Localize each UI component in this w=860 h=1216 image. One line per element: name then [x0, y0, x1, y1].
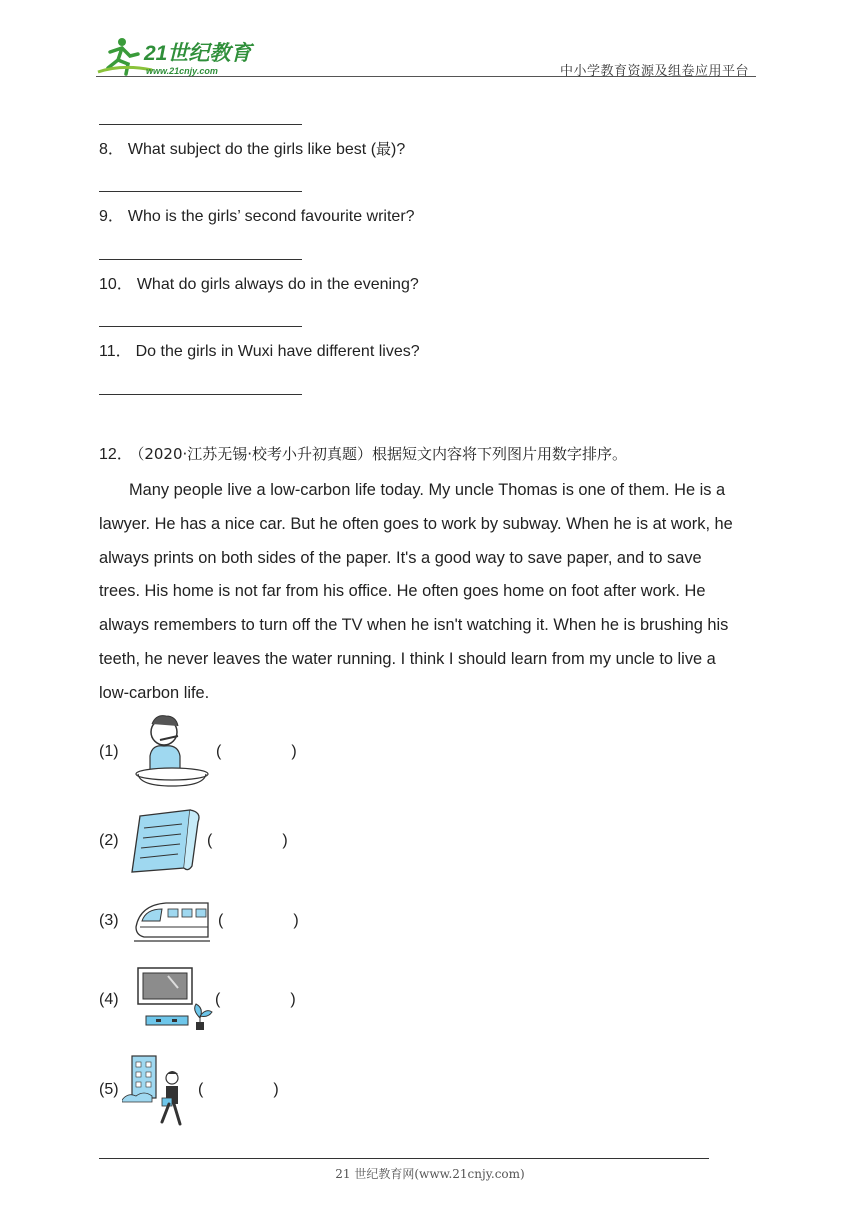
question-instruction: （2020·江苏无锡·校考小升初真题）根据短文内容将下列图片用数字排序。 [136, 445, 628, 463]
answer-blank[interactable]: ( ) [218, 912, 299, 929]
logo-title: 21世纪教育 [144, 42, 252, 65]
question-text-end: )? [391, 141, 406, 158]
answer-blank[interactable]: ( ) [216, 743, 297, 760]
subway-train-icon [132, 897, 212, 945]
question-number: 10． [99, 276, 133, 293]
question-10 [99, 275, 419, 295]
logo-url: www.21cnjy.com [146, 66, 218, 76]
answer-line[interactable] [99, 259, 302, 260]
question-11 [99, 342, 420, 362]
footer-divider [99, 1158, 709, 1159]
question-text: Who is the girls’ second favourite writer? [127, 208, 415, 225]
reading-passage [99, 474, 763, 711]
passage-line: always remembers to turn off the TV when he isn't watching it. When he is brushing his [99, 616, 729, 635]
passage-line: trees. His home is not far from his office. He often goes home on foot after work. He [99, 582, 706, 601]
paper-icon [128, 806, 204, 876]
walking-home-icon [122, 1052, 190, 1130]
answer-blank[interactable]: ( ) [198, 1081, 279, 1098]
question-text: What subject do the girls like best ( [127, 141, 377, 158]
answer-line[interactable] [99, 394, 302, 395]
question-number: 8． [99, 141, 124, 158]
header-platform-name: 中小学教育资源及组卷应用平台 [560, 64, 750, 79]
item-label: (4) [99, 991, 119, 1008]
question-8 [99, 139, 405, 160]
brushing-teeth-icon [132, 708, 210, 788]
answer-blank[interactable]: ( ) [207, 832, 288, 849]
header-divider [96, 76, 756, 77]
tv-icon [134, 966, 214, 1032]
passage-line: lawyer. He has a nice car. But he often goes to work by subway. When he is at work, he [99, 514, 733, 533]
question-12-header [99, 444, 627, 465]
item-label: (2) [99, 832, 119, 849]
passage-line: low-carbon life. [99, 683, 210, 702]
footer-text: 21 世纪教育网(www.21cnjy.com) [335, 1167, 525, 1181]
question-number: 9． [99, 208, 124, 225]
site-logo [92, 34, 262, 78]
passage-line: always prints on both sides of the paper. It's a good way to save paper, and to save [99, 548, 702, 567]
answer-line[interactable] [99, 326, 302, 327]
question-text: Do the girls in Wuxi have different lives? [135, 343, 420, 360]
question-9 [99, 207, 415, 227]
question-number: 11． [99, 343, 132, 360]
question-number: 12． [99, 446, 133, 463]
passage-line: Many people live a low-carbon life today. My uncle Thomas is one of them. He is a [129, 481, 726, 499]
item-label: (3) [99, 912, 119, 929]
answer-blank[interactable]: ( ) [215, 991, 296, 1008]
item-label: (1) [99, 743, 119, 760]
answer-line[interactable] [99, 124, 302, 125]
passage-line: teeth, he never leaves the water running. I think I should learn from my uncle to live a [99, 649, 716, 668]
question-text: What do girls always do in the evening? [136, 276, 419, 293]
item-label: (5) [99, 1081, 119, 1098]
answer-line[interactable] [99, 191, 302, 192]
question-hint: 最 [376, 140, 392, 158]
